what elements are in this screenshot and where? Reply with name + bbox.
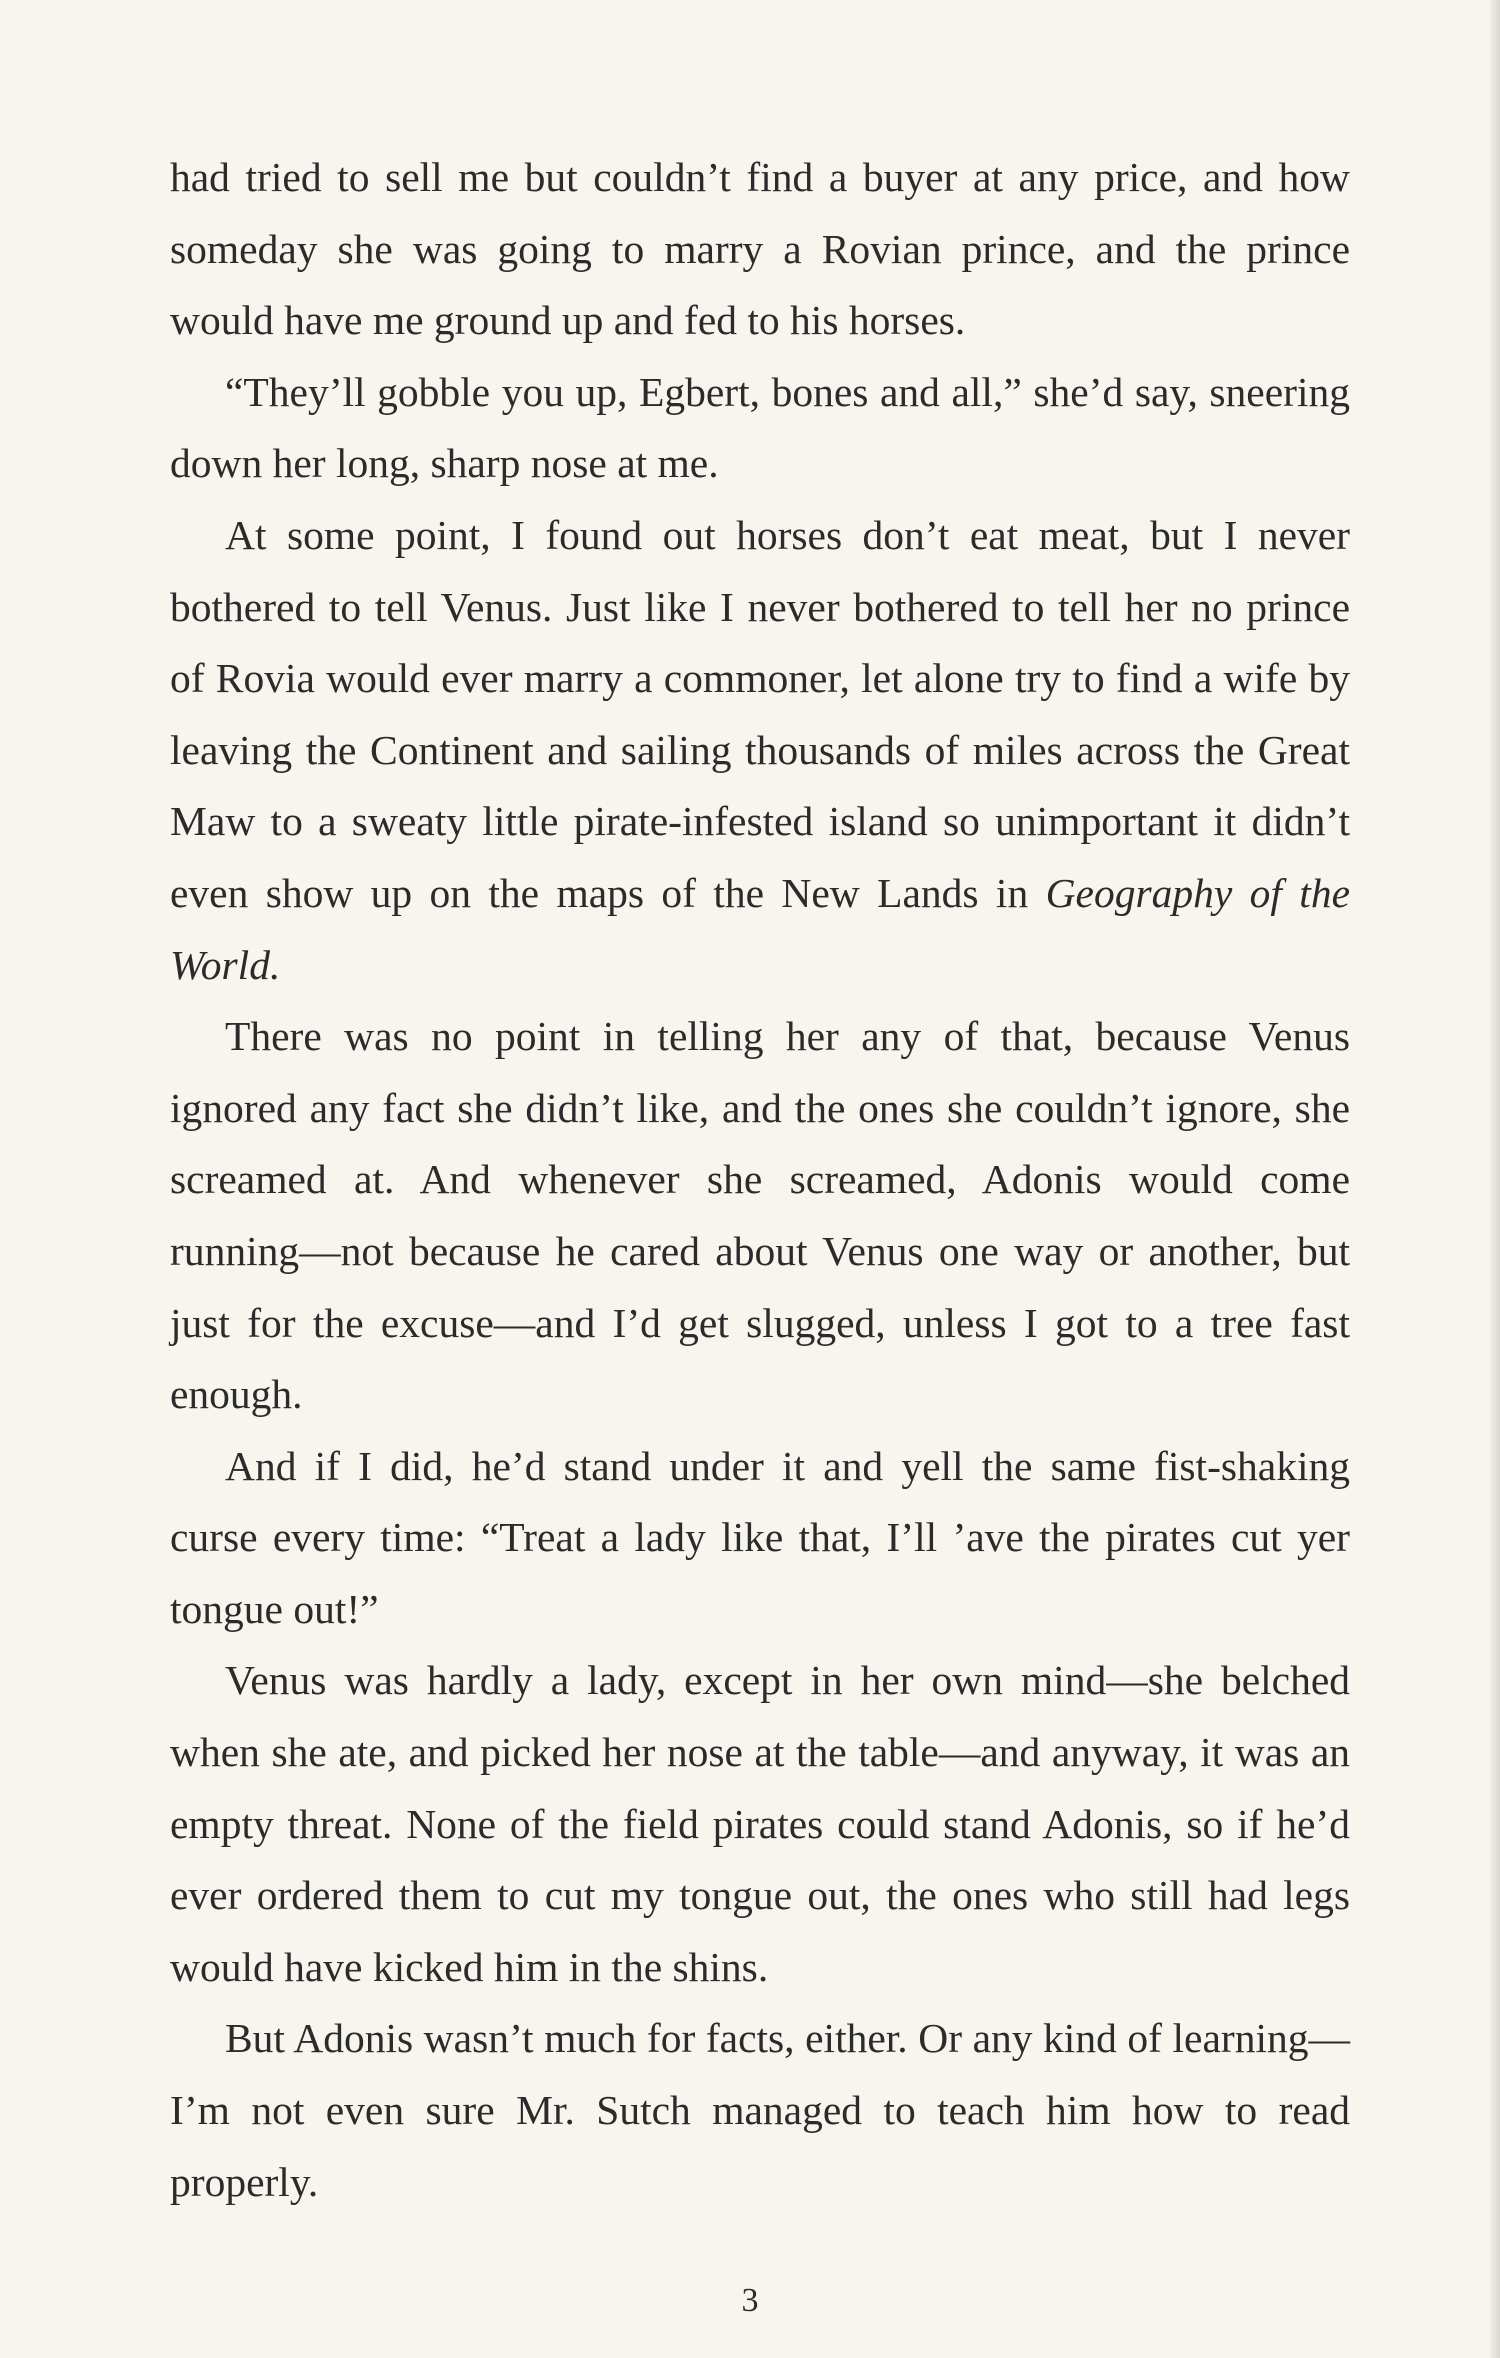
paragraph-3-text: At some point, I found out horses don’t eat meat, but I never bothered to tell Venus. Just like I never bothered to tell her no prince of Rovia would ever marry a commoner, let alone try to find a wife by leaving the Continent and sailing thousands of miles across the Great Maw to a sweaty little pirate-infested island so unimportant it didn’t even show up on the maps of the New Lands in xyxy=(170,511,1350,916)
paragraph-2: “They’ll gobble you up, Egbert, bones and all,” she’d say, sneering down her long, sharp nose at me. xyxy=(170,368,1350,487)
paragraph-1: had tried to sell me but couldn’t find a buyer at any price, and how someday she was going to marry a Rovian prince, and the prince would have me ground up and fed to his horses. xyxy=(170,154,1350,344)
paragraph-5: And if I did, he’d stand under it and yell the same fist-shaking curse every time: “Treat a lady like that, I’ll ’ave the pirates cut yer tongue out!” xyxy=(170,1442,1350,1632)
paragraph-4: There was no point in telling her any of that, because Venus ignored any fact she didn’t like, and the ones she couldn’t ignore, she screamed at. And whenever she screamed, Adonis would come running—not because he cared about Venus one way or another, but just for the excuse—and I’d get slugged, unless I got to a tree fast enough. xyxy=(170,1013,1350,1418)
scan-edge-shadow xyxy=(1490,0,1500,2358)
paragraph-3 xyxy=(170,500,1350,1001)
page-number: 3 xyxy=(741,2282,759,2319)
body-text xyxy=(170,142,1350,2218)
book-title-reference: Geography of the World. xyxy=(170,869,1350,988)
paragraph-7: But Adonis wasn’t much for facts, either. Or any kind of learning—I’m not even sure Mr. Sutch managed to teach him how to read properly. xyxy=(170,2015,1350,2205)
paragraph-6: Venus was hardly a lady, except in her own mind—she belched when she ate, and picked her nose at the table—and anyway, it was an empty threat. None of the field pirates could stand Adonis, so if he’d ever ordered them to cut my tongue out, the ones who still had legs would have kicked him in the shins. xyxy=(170,1657,1350,1990)
